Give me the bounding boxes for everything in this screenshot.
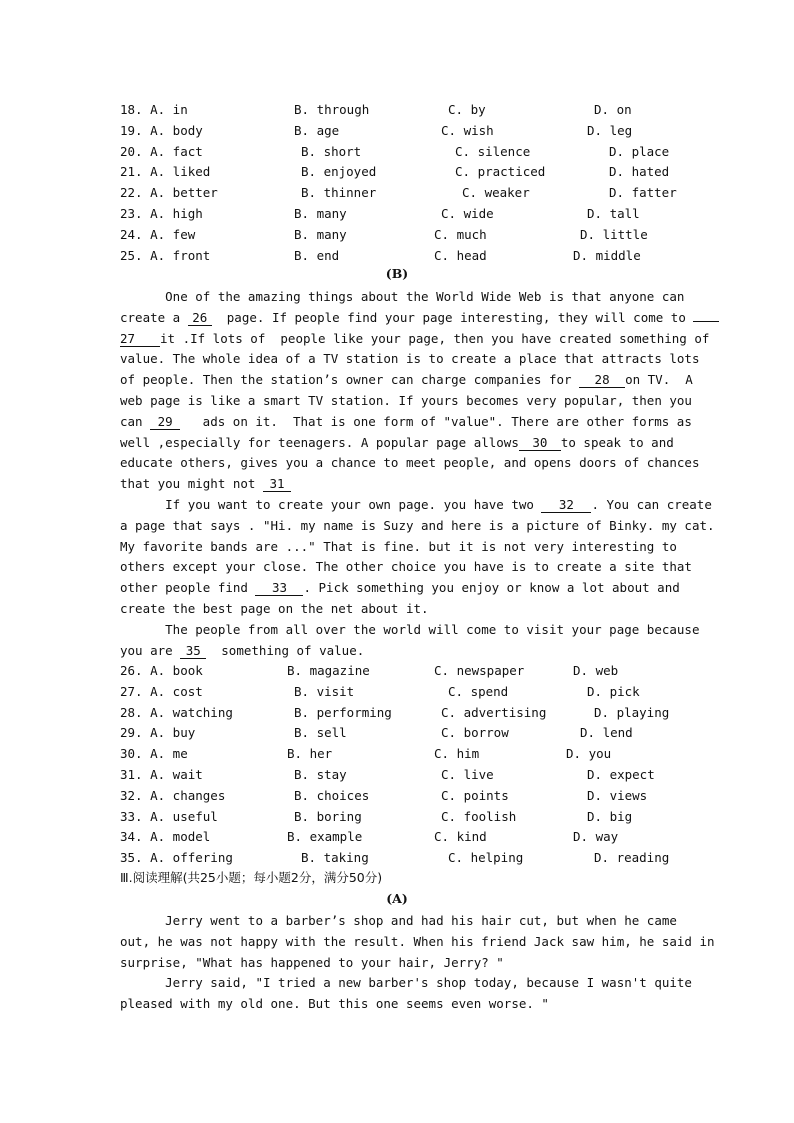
option-a: 28. A. watching xyxy=(120,704,233,720)
option-c: C. him xyxy=(434,746,480,762)
option-c: C. live xyxy=(441,767,494,782)
option-a: 31. A. wait xyxy=(120,767,203,782)
option-b: B. performing xyxy=(294,704,392,720)
passage-line: of people. Then the station’s owner can charge companies for 28 on TV. A xyxy=(120,372,693,388)
option-d: D. views xyxy=(587,787,648,803)
passage-line: Jerry went to a barber’s shop and had his hair cut, but when he came xyxy=(120,913,677,928)
passage-a xyxy=(120,911,715,1015)
option-c: C. kind xyxy=(434,829,487,845)
option-d: D. lend xyxy=(580,725,633,741)
option-c: C. points xyxy=(441,787,509,803)
option-b: B. sell xyxy=(294,725,347,741)
option-d: D. tall xyxy=(587,206,640,221)
option-a: 22. A. better xyxy=(120,185,218,201)
option-c: C. silence xyxy=(455,143,531,159)
option-b: B. example xyxy=(287,829,363,845)
option-c: C. helping xyxy=(448,850,524,866)
passage-line: create a 26 page. If people find your page interesting, they will come to xyxy=(120,308,680,329)
option-d: D. leg xyxy=(587,122,633,138)
option-c: C. much xyxy=(434,226,487,242)
passage-line: If you want to create your own page. you have two 32 . You can create xyxy=(120,496,712,512)
option-b: B. many xyxy=(294,206,347,221)
option-d: D. little xyxy=(580,226,648,242)
option-a: 18. A. in xyxy=(120,102,188,117)
option-b: B. end xyxy=(294,247,340,263)
option-d: D. expect xyxy=(587,767,655,782)
blank-33: 33 xyxy=(255,581,303,596)
option-c: C. borrow xyxy=(441,725,509,741)
option-c: C. practiced xyxy=(455,164,546,180)
passage-line: 27 it .If lots of people like your page, then you have created something of xyxy=(120,330,710,346)
passage-line: surprise, "What has happened to your hair, Jerry? " xyxy=(120,954,504,970)
passage-line: other people find 33 . Pick something you enjoy or know a lot about and xyxy=(120,580,680,596)
option-b: B. many xyxy=(294,226,347,242)
blank-32: 32 xyxy=(541,498,591,513)
passage-line: pleased with my old one. But this one seems even worse. " xyxy=(120,996,549,1012)
passage-line: that you might not 31 xyxy=(120,474,680,495)
option-c: C. by xyxy=(448,102,486,117)
passage-line: Jerry said, "I tried a new barber's shop today, because I wasn't quite xyxy=(120,975,692,991)
option-a: 19. A. body xyxy=(120,122,203,138)
option-b: B. taking xyxy=(301,850,369,866)
option-b: B. her xyxy=(287,746,333,762)
option-d: D. place xyxy=(609,143,670,159)
option-a: 23. A. high xyxy=(120,206,203,221)
option-b: B. thinner xyxy=(301,185,377,201)
passage-line: value. The whole idea of a TV station is to create a place that attracts lots xyxy=(120,351,700,367)
passage-line: a page that says . "Hi. my name is Suzy and here is a picture of Binky. my cat. xyxy=(120,517,715,533)
option-d: D. way xyxy=(573,829,619,845)
passage-line: well ,especially for teenagers. A popular page allows 30 to speak to and xyxy=(120,434,674,450)
option-c: C. spend xyxy=(448,683,509,699)
option-a: 26. A. book xyxy=(120,663,203,678)
option-b: B. stay xyxy=(294,767,347,782)
option-d: D. pick xyxy=(587,683,640,699)
option-d: D. hated xyxy=(609,164,670,180)
blank-26: 26 xyxy=(188,311,212,326)
option-a: 29. A. buy xyxy=(120,725,196,741)
option-d: D. web xyxy=(573,663,619,678)
passage-line: others except your close. The other choice you have is to create a site that xyxy=(120,559,692,575)
blank-35: 35 xyxy=(180,644,206,659)
passage-line: create the best page on the net about it. xyxy=(120,600,429,616)
option-d: D. reading xyxy=(594,850,670,866)
option-a: 27. A. cost xyxy=(120,683,203,699)
option-a: 30. A. me xyxy=(120,746,188,762)
option-a: 33. A. useful xyxy=(120,808,218,824)
section-3-heading: Ⅲ.阅读理解(共25小题；每小题2分，满分50分) xyxy=(120,870,383,885)
option-d: D. you xyxy=(566,746,612,762)
option-d: D. big xyxy=(587,808,633,824)
passage-line: The people from all over the world will come to visit your page because xyxy=(120,621,700,637)
option-b: B. through xyxy=(294,102,370,117)
blank-29: 29 xyxy=(150,415,180,430)
option-c: C. wide xyxy=(441,206,494,221)
passage-line: you are 35 something of value. xyxy=(120,642,365,658)
blank-27: 27 xyxy=(120,332,160,347)
passage-line: One of the amazing things about the World Wide Web is that anyone can xyxy=(120,289,685,304)
option-b: B. short xyxy=(301,143,362,159)
option-a: 35. A. offering xyxy=(120,850,233,866)
blank-30: 30 xyxy=(519,436,561,451)
option-d: D. playing xyxy=(594,704,670,720)
option-b: B. magazine xyxy=(287,663,370,678)
option-a: 34. A. model xyxy=(120,829,211,845)
option-b: B. boring xyxy=(294,808,362,824)
option-d: D. on xyxy=(594,102,632,117)
option-d: D. fatter xyxy=(609,185,677,201)
passage-line: educate others, gives you a chance to meet people, and opens doors of chances xyxy=(120,455,700,471)
option-b: B. age xyxy=(294,122,340,138)
section-a-label: (A) xyxy=(386,891,408,906)
blank-trailing xyxy=(693,321,719,322)
section-b-label: (B) xyxy=(385,266,409,281)
option-c: C. newspaper xyxy=(434,663,525,678)
option-a: 25. A. front xyxy=(120,247,211,263)
passage-line: My favorite bands are ..." That is fine. but it is not very interesting to xyxy=(120,538,677,554)
option-a: 21. A. liked xyxy=(120,164,211,180)
option-a: 32. A. changes xyxy=(120,787,226,803)
option-c: C. advertising xyxy=(441,704,547,720)
option-c: C. weaker xyxy=(462,185,530,201)
passage-line: can 29 ads on it. That is one form of "value". There are other forms as xyxy=(120,413,692,429)
option-b: B. enjoyed xyxy=(301,164,377,180)
blank-31: 31 xyxy=(263,477,291,492)
option-b: B. choices xyxy=(294,787,370,803)
option-c: C. foolish xyxy=(441,808,517,824)
passage-line: out, he was not happy with the result. When his friend Jack saw him, he said in xyxy=(120,933,715,949)
passage-line: web page is like a smart TV station. If yours becomes very popular, then you xyxy=(120,392,692,408)
option-b: B. visit xyxy=(294,683,355,699)
passage-b xyxy=(120,287,715,661)
option-c: C. wish xyxy=(441,122,494,138)
option-d: D. middle xyxy=(573,247,641,263)
blank-28: 28 xyxy=(579,373,625,388)
option-a: 24. A. few xyxy=(120,226,196,242)
option-a: 20. A. fact xyxy=(120,143,203,159)
option-c: C. head xyxy=(434,247,487,263)
